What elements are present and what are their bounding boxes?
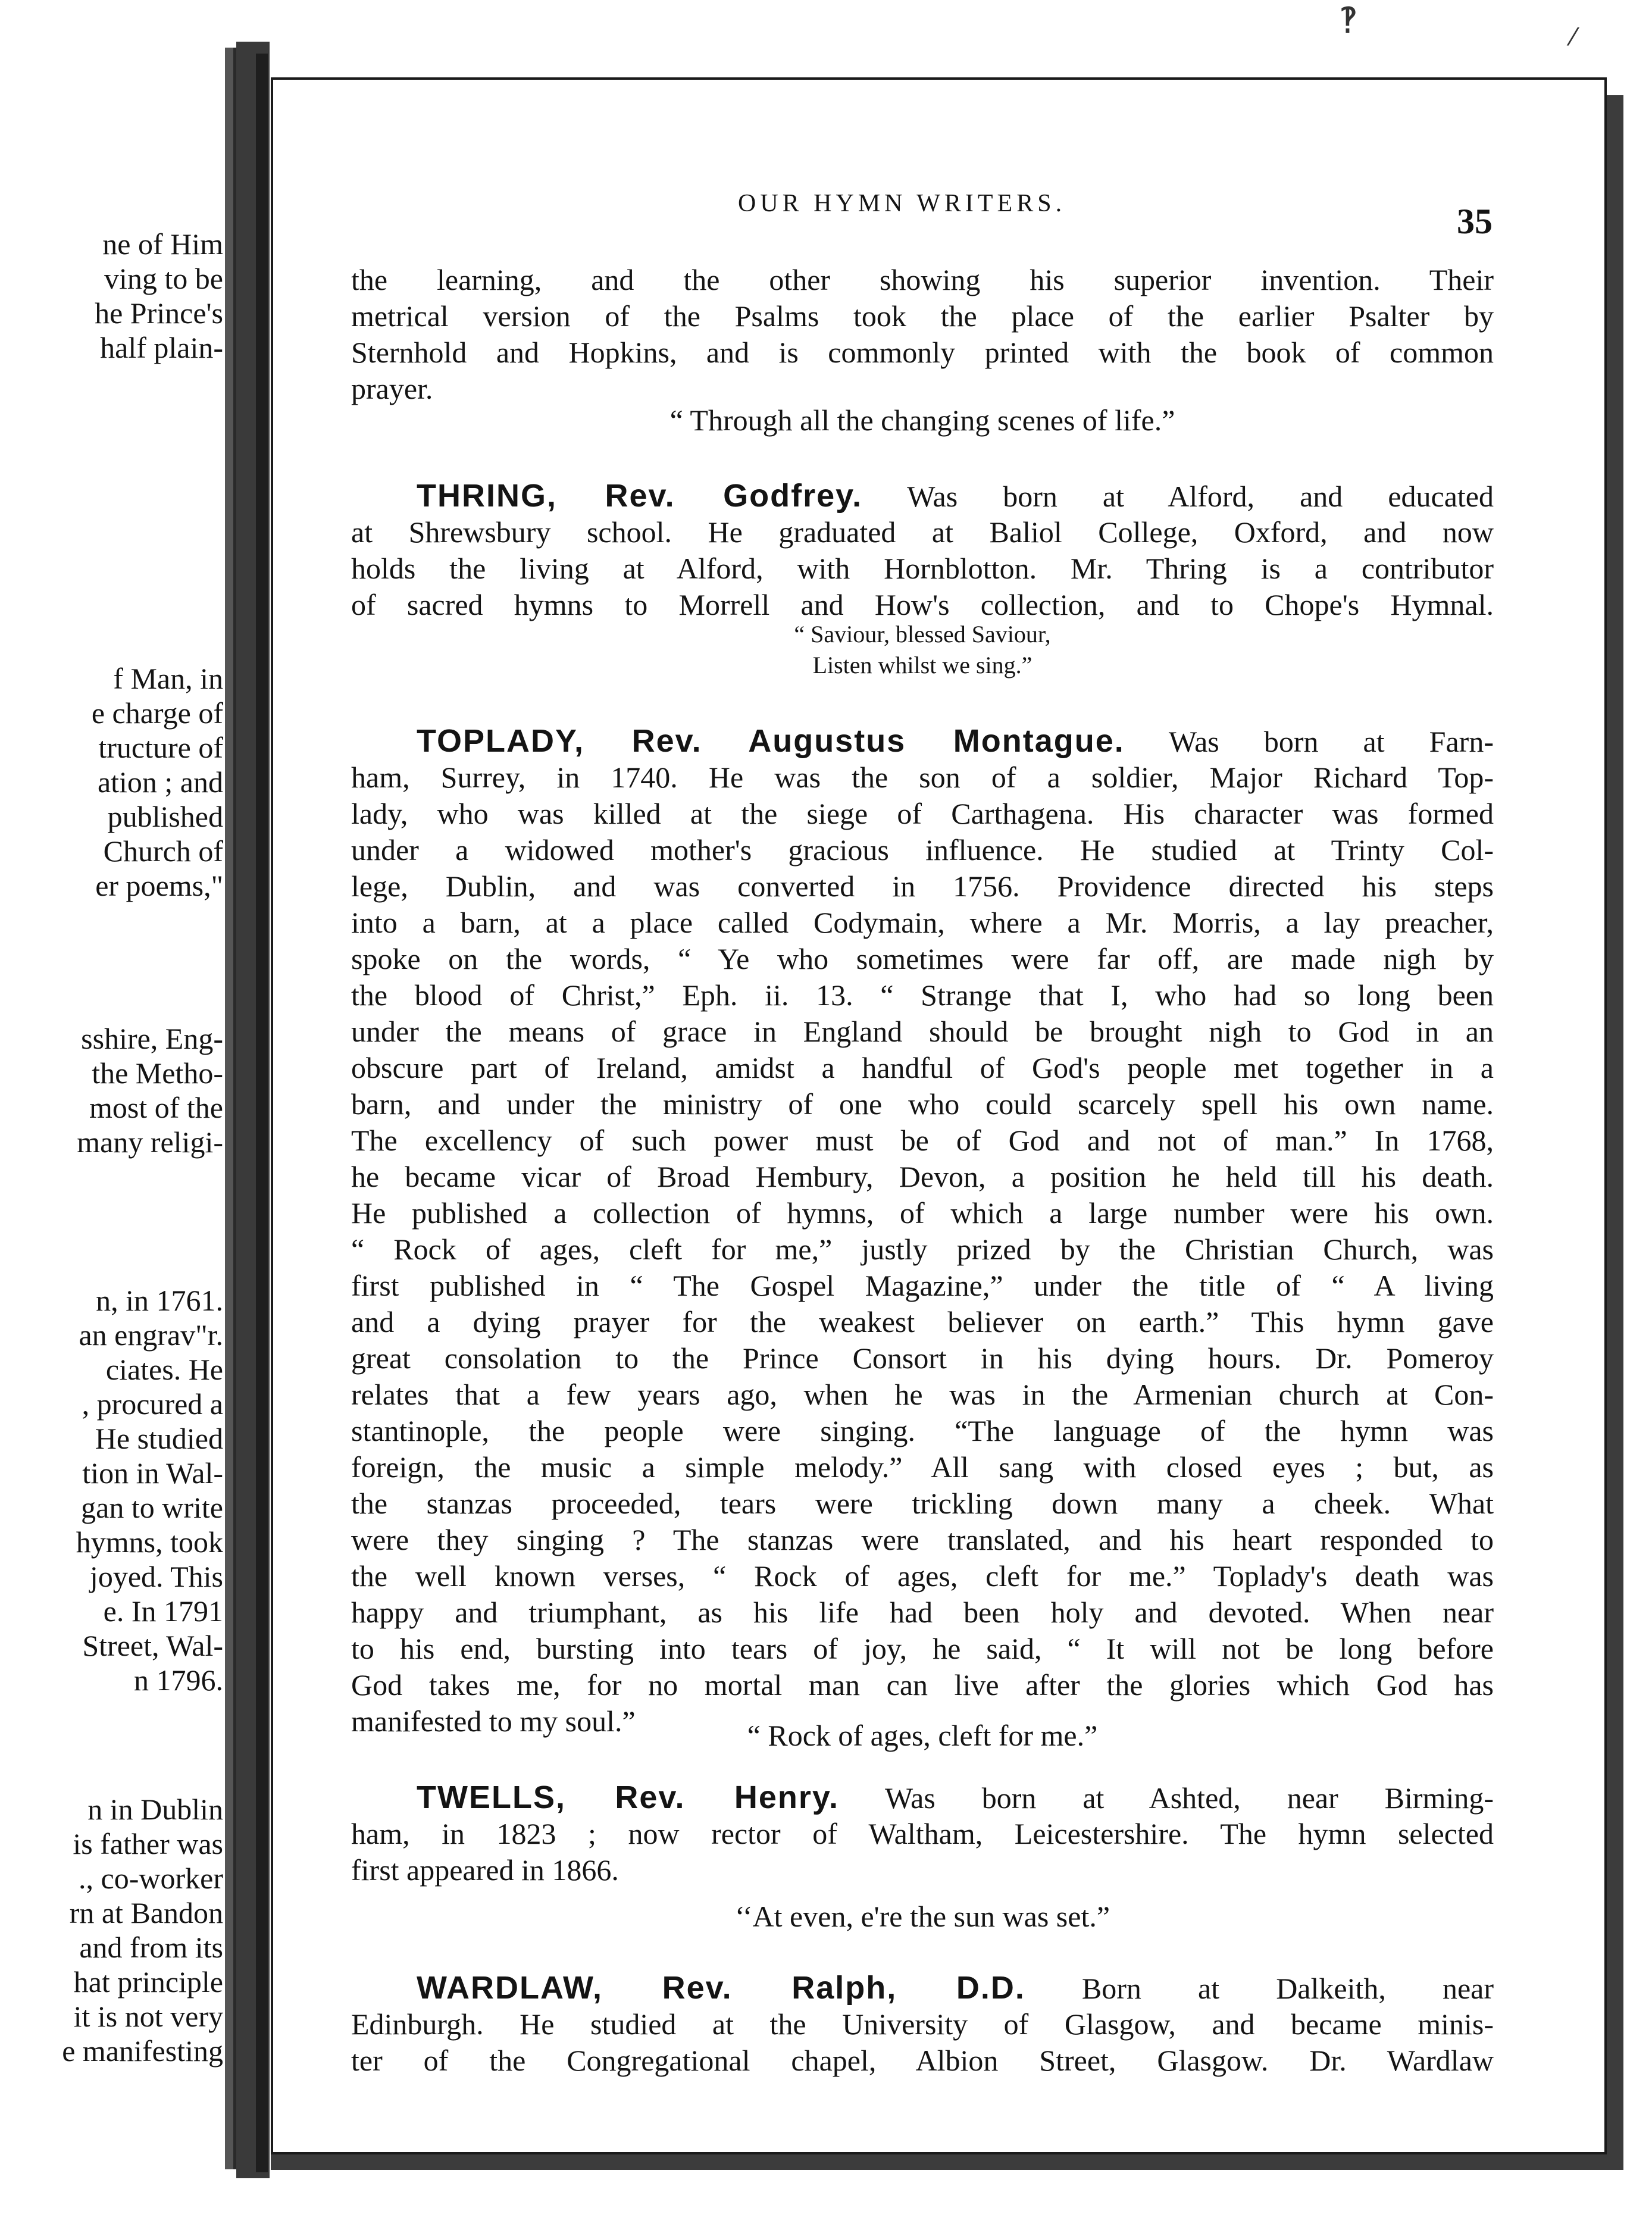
left-page-line: ., co-worker: [79, 1862, 223, 1895]
left-page-line: hymns, took: [76, 1525, 223, 1559]
page-edge-bottom: [271, 2154, 1623, 2170]
left-page-line: published: [107, 800, 223, 833]
entry-name: TOPLADY, Rev. Augustus Montague.: [417, 723, 1125, 759]
twells-hymn-quote: ‘‘At even, e're the sun was set.”: [734, 1900, 1110, 1933]
text-line: the stanzas proceeded, tears were trickling down many a cheek. What: [351, 1487, 1494, 1520]
entry-wardlaw: [351, 1970, 1494, 2079]
text-line: barn, and under the ministry of one who could scarcely spell his own name.: [351, 1087, 1494, 1121]
running-title: OUR HYMN WRITERS.: [738, 190, 1066, 217]
text-line: he became vicar of Broad Hembury, Devon, a position he held till his death.: [351, 1160, 1494, 1193]
left-page-line: is father was: [73, 1827, 223, 1860]
page-number: 35: [1457, 202, 1493, 241]
left-page-line: it is not very: [73, 2000, 223, 2033]
text-line: and a dying prayer for the weakest believer on earth.” This hymn gave: [351, 1305, 1494, 1338]
left-page-shadow: [225, 48, 233, 2169]
toplady-body: [351, 759, 1494, 1740]
entry-twells: [351, 1779, 1494, 1888]
text-line: foreign, the music a simple melody.” All sang with closed eyes ; but, as: [351, 1450, 1494, 1484]
text-line: ham, Surrey, in 1740. He was the son of a soldier, Major Richard Top-: [351, 761, 1494, 794]
left-page-line: rn at Bandon: [69, 1896, 223, 1929]
text-line: “ Rock of ages, cleft for me,” justly prized by the Christian Church, was: [351, 1233, 1494, 1266]
left-page-line: half plain-: [100, 331, 223, 364]
left-page-line: e charge of: [91, 696, 223, 730]
text-line: The excellency of such power must be of God and not of man.” In 1768,: [351, 1124, 1494, 1157]
left-page-line: ation ; and: [97, 765, 223, 799]
left-page-line: joyed. This: [89, 1560, 223, 1593]
left-page-line: gan to write: [81, 1491, 223, 1524]
text-line: prayer.: [351, 372, 433, 405]
thring-hymn-quote: [351, 619, 1494, 681]
text-line: He published a collection of hymns, of which a large number were his own.: [351, 1196, 1494, 1230]
text-line: happy and triumphant, as his life had been holy and devoted. When near: [351, 1596, 1494, 1629]
text-line: ham, in 1823 ; now rector of Waltham, Leicestershire. The hymn selected: [351, 1817, 1494, 1850]
text-line: ter of the Congregational chapel, Albion Street, Glasgow. Dr. Wardlaw: [351, 2044, 1494, 2077]
text-line: [351, 478, 1494, 514]
scan-mark: ‽: [1339, 0, 1358, 42]
text-line: great consolation to the Prince Consort in his dying hours. Dr. Pomeroy: [351, 1341, 1494, 1375]
book-gutter: [256, 54, 268, 2172]
text-line: at Shrewsbury school. He graduated at Baliol College, Oxford, and now: [351, 515, 1494, 549]
text-line: spoke on the words, “ Ye who sometimes were far off, are made nigh by: [351, 942, 1494, 975]
left-page-line: n 1796.: [134, 1663, 223, 1697]
text-line: under a widowed mother's gracious influence. He studied at Trinty Col-: [351, 833, 1494, 867]
entry-text: Born at Dalkeith, near: [1025, 1972, 1494, 2005]
left-page-line: e manifesting: [62, 2034, 223, 2068]
entry-name: THRING, Rev. Godfrey.: [417, 478, 863, 514]
entry-name: WARDLAW, Rev. Ralph, D.D.: [417, 1970, 1025, 2006]
text-line: Edinburgh. He studied at the University of Glasgow, and became minis-: [351, 2007, 1494, 2041]
left-page-line: e. In 1791: [103, 1594, 223, 1628]
scan-mark: ⁄: [1571, 24, 1575, 51]
entry-name: TWELLS, Rev. Henry.: [417, 1779, 839, 1815]
text-line: of sacred hymns to Morrell and How's collection, and to Chope's Hymnal.: [351, 588, 1494, 621]
left-page-line: he Prince's: [95, 296, 223, 330]
text-line: lege, Dublin, and was converted in 1756. Providence directed his steps: [351, 870, 1494, 903]
text-line: metrical version of the Psalms took the place of the earlier Psalter by: [351, 299, 1494, 333]
left-page-line: Street, Wal-: [82, 1629, 223, 1662]
entry-thring: [351, 478, 1494, 623]
left-page-line: sshire, Eng-: [81, 1022, 223, 1055]
quote-line: Listen whilst we sing.”: [812, 652, 1032, 678]
text-line: under the means of grace in England should be brought nigh to God in an: [351, 1015, 1494, 1048]
left-page-line: n, in 1761.: [96, 1284, 223, 1317]
left-page-line: and from its: [79, 1931, 223, 1964]
entry-text: Was born at Farn-: [1124, 725, 1494, 758]
left-page-line: Church of: [103, 834, 223, 868]
intro-paragraph: [351, 262, 1494, 407]
text-line: holds the living at Alford, with Hornblotton. Mr. Thring is a contributor: [351, 552, 1494, 585]
left-page-line: , procured a: [82, 1387, 223, 1421]
entry-text: Was born at Ashted, near Birming-: [838, 1781, 1494, 1815]
left-page-line: many religi-: [77, 1125, 223, 1159]
text-line: [351, 1779, 1494, 1816]
entry-toplady: [351, 723, 1494, 1740]
text-line: the well known verses, “ Rock of ages, cleft for me.” Toplady's death was: [351, 1559, 1494, 1593]
page-edge-right: [1607, 95, 1623, 2154]
left-page-line: ne of Him: [102, 227, 223, 261]
left-page-line: n in Dublin: [87, 1793, 223, 1826]
left-page-line: an engrav"r.: [79, 1318, 223, 1352]
left-page-line: He studied: [95, 1422, 223, 1455]
left-page-line: most of the: [89, 1091, 223, 1124]
text-line: God takes me, for no mortal man can live after the glories which God has: [351, 1668, 1494, 1702]
text-line: to his end, bursting into tears of joy, he said, “ It will not be long before: [351, 1632, 1494, 1665]
text-line: Sternhold and Hopkins, and is commonly printed with the book of common: [351, 336, 1494, 369]
text-line: into a barn, at a place called Codymain, where a Mr. Morris, a lay preacher,: [351, 906, 1494, 939]
left-page-line: er poems,": [95, 869, 223, 902]
text-line: the blood of Christ,” Eph. ii. 13. “ Strange that I, who had so long been: [351, 978, 1494, 1012]
toplady-hymn-quote: “ Rock of ages, cleft for me.”: [747, 1719, 1098, 1752]
text-line: the learning, and the other showing his superior invention. Their: [351, 263, 1494, 296]
text-line: relates that a few years ago, when he was in the Armenian church at Con-: [351, 1378, 1494, 1411]
left-page-line: f Man, in: [113, 662, 223, 695]
text-line: first published in “ The Gospel Magazine,” under the title of “ A living: [351, 1269, 1494, 1302]
entry-text: Was born at Alford, and educated: [862, 480, 1494, 513]
text-line: first appeared in 1866.: [351, 1853, 619, 1887]
text-line: manifested to my soul.”: [351, 1705, 636, 1738]
text-line: [351, 1970, 1494, 2006]
left-page-line: tructure of: [98, 731, 223, 764]
text-line: obscure part of Ireland, amidst a handful of God's people met together in a: [351, 1051, 1494, 1084]
quote-line: “ Saviour, blessed Saviour,: [794, 621, 1051, 648]
text-line: lady, who was killed at the siege of Carthagena. His character was formed: [351, 797, 1494, 830]
text-line: stantinople, the people were singing. “The language of the hymn was: [351, 1414, 1494, 1447]
left-page-line: tion in Wal-: [82, 1456, 223, 1490]
left-page-line: ciates. He: [105, 1353, 223, 1386]
left-page-line: the Metho-: [92, 1056, 223, 1090]
left-page-line: hat principle: [73, 1965, 223, 1999]
text-line: [351, 723, 1494, 759]
intro-hymn-quote: “ Through all the changing scenes of life.”: [669, 404, 1175, 437]
left-page-line: ving to be: [104, 262, 223, 295]
left-page-fragment: [0, 48, 236, 2169]
text-line: were they singing ? The stanzas were translated, and his heart responded to: [351, 1523, 1494, 1556]
